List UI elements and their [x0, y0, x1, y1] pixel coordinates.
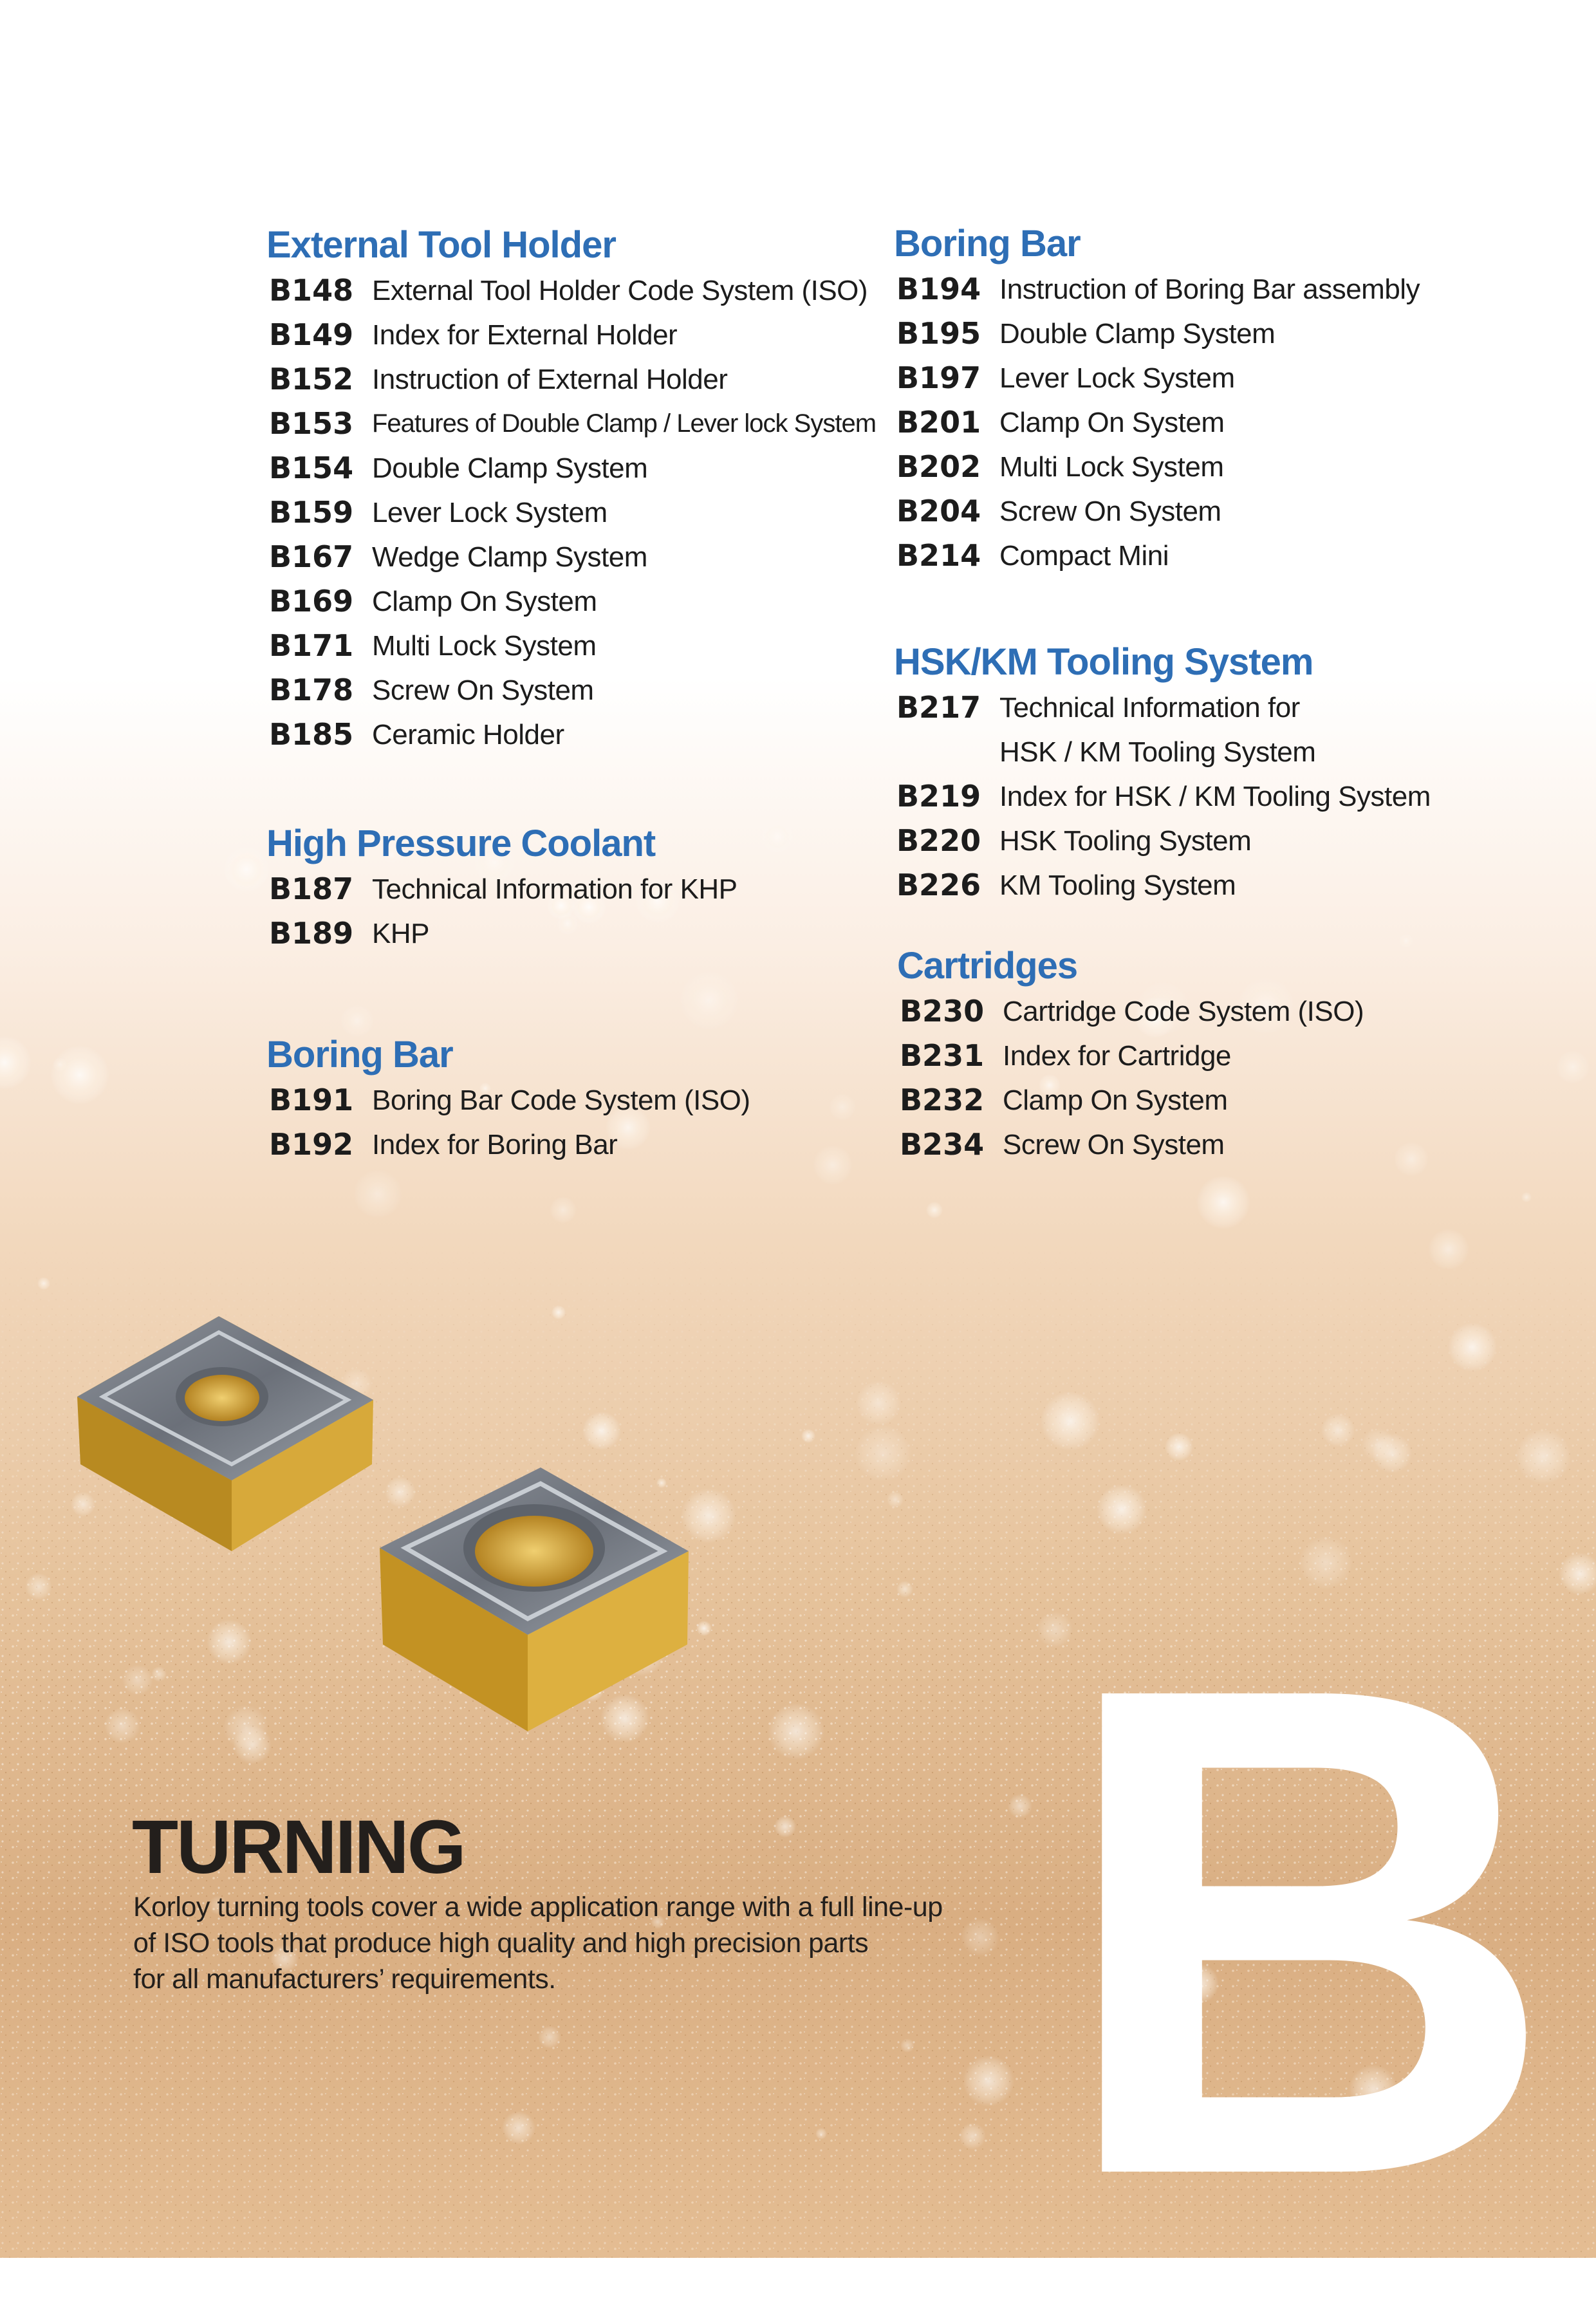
section-title: High Pressure Coolant	[266, 823, 656, 864]
entry-label: Index for Cartridge	[1003, 1040, 1231, 1072]
index-entry	[894, 774, 1473, 819]
page-code: B154	[269, 451, 354, 485]
entry-label: Boring Bar Code System (ISO)	[372, 1085, 750, 1116]
index-entry	[266, 668, 865, 712]
page-code: B148	[269, 273, 354, 308]
section-title: HSK/KM Tooling System	[894, 641, 1313, 683]
page-code: B232	[900, 1083, 985, 1117]
index-entry	[266, 911, 865, 956]
index-entry	[266, 1122, 865, 1167]
page-code: B220	[896, 823, 981, 858]
entry-label: Lever Lock System	[372, 497, 608, 528]
section-title: Boring Bar	[894, 223, 1081, 265]
section-external-tool-holder	[266, 222, 877, 757]
entry-label: Screw On System	[1003, 1129, 1225, 1160]
index-entry	[266, 1078, 865, 1122]
index-entry	[266, 490, 865, 535]
entry-label: Double Clamp System	[372, 452, 648, 484]
entry-label: Lever Lock System	[999, 362, 1235, 394]
entry-label: Multi Lock System	[372, 630, 597, 662]
page-code: B202	[896, 449, 981, 484]
index-entry	[894, 312, 1473, 356]
index-entry	[266, 579, 865, 624]
entry-label: HSK / KM Tooling System	[999, 736, 1316, 768]
entry-label: KM Tooling System	[999, 870, 1236, 901]
index-entry	[266, 712, 865, 757]
index-entry	[894, 267, 1473, 312]
page-code: B234	[900, 1127, 985, 1162]
index-entry	[266, 357, 865, 402]
entry-label: Features of Double Clamp / Lever lock System	[372, 409, 877, 438]
entry-label: Ceramic Holder	[372, 719, 564, 750]
section-cartridges	[897, 943, 1476, 1167]
page-code: B167	[269, 539, 354, 574]
entry-label: Instruction of Boring Bar assembly	[999, 274, 1420, 305]
page-code: B191	[269, 1083, 354, 1117]
page-code: B204	[896, 494, 981, 528]
entry-label: Wedge Clamp System	[372, 541, 647, 573]
entry-label: Clamp On System	[999, 407, 1225, 438]
index-entry	[897, 1034, 1476, 1078]
entry-label: Technical Information for KHP	[372, 873, 738, 905]
insert-right	[380, 1467, 689, 1731]
section-letter: B	[1055, 1542, 1545, 2319]
page-code: B189	[269, 916, 354, 951]
page-code: B153	[269, 406, 354, 441]
page-code: B231	[900, 1038, 985, 1073]
page-code: B187	[269, 871, 354, 906]
description-line: Korloy turning tools cover a wide application range with a full line-up	[133, 1892, 943, 1923]
entry-label: Screw On System	[999, 496, 1221, 527]
description-line: of ISO tools that produce high quality and high precision parts	[133, 1928, 869, 1959]
entry-label: External Tool Holder Code System (ISO)	[372, 275, 868, 306]
index-entry	[894, 534, 1473, 578]
index-entry	[266, 624, 865, 668]
page-code: B226	[896, 868, 981, 902]
page-code: B197	[896, 360, 981, 395]
index-entry	[266, 867, 865, 911]
entry-label: Instruction of External Holder	[372, 364, 728, 395]
entry-label: Compact Mini	[999, 540, 1169, 572]
index-entry	[894, 730, 1473, 774]
index-entry	[897, 1122, 1476, 1167]
entry-label: Index for HSK / KM Tooling System	[999, 781, 1431, 812]
description-line: for all manufacturers’ requirements.	[133, 1964, 556, 1995]
section-high-pressure-coolant	[266, 821, 865, 956]
entry-label: Clamp On System	[1003, 1085, 1228, 1116]
index-entry	[894, 489, 1473, 534]
entry-label: Technical Information for	[999, 692, 1300, 723]
index-entry	[266, 402, 877, 446]
section-hsk-km-tooling	[894, 639, 1473, 908]
section-boring-bar-left	[266, 1032, 865, 1167]
entry-label: Multi Lock System	[999, 451, 1224, 483]
index-entry	[894, 685, 1473, 730]
index-entry	[897, 1078, 1476, 1122]
section-title: Cartridges	[897, 945, 1078, 987]
page-code: B214	[896, 538, 981, 573]
page-code: B192	[269, 1127, 354, 1162]
index-entry	[897, 989, 1476, 1034]
index-entry	[266, 313, 865, 357]
entry-label: HSK Tooling System	[999, 825, 1252, 857]
index-entry	[894, 863, 1473, 908]
turning-description	[133, 1889, 970, 1997]
entry-label: Index for Boring Bar	[372, 1129, 618, 1160]
page-code: B178	[269, 673, 354, 707]
insert-left	[77, 1316, 373, 1551]
entry-label: Index for External Holder	[372, 319, 678, 351]
entry-label: KHP	[372, 918, 429, 949]
index-entry	[266, 535, 865, 579]
section-title: External Tool Holder	[266, 224, 616, 266]
index-entry	[266, 446, 865, 490]
index-entry	[894, 445, 1473, 489]
index-entry	[894, 819, 1473, 863]
page-code: B195	[896, 316, 981, 351]
entry-label: Cartridge Code System (ISO)	[1003, 996, 1364, 1027]
section-boring-bar-right	[894, 221, 1473, 578]
page-code: B159	[269, 495, 354, 530]
index-entry	[894, 356, 1473, 400]
page-code: B219	[896, 779, 981, 814]
page-code: B149	[269, 317, 354, 352]
index-entry	[894, 400, 1473, 445]
entry-label: Double Clamp System	[999, 318, 1276, 349]
section-title: Boring Bar	[266, 1034, 453, 1076]
index-entry	[266, 268, 868, 313]
entry-label: Clamp On System	[372, 586, 597, 617]
page-code: B217	[896, 690, 981, 725]
page-code: B194	[896, 272, 981, 306]
page-code: B169	[269, 584, 354, 619]
turning-title: TURNING	[132, 1805, 465, 1890]
page-code: B152	[269, 362, 354, 396]
page-code: B185	[269, 717, 354, 752]
page-code: B230	[900, 994, 985, 1029]
page-code: B171	[269, 628, 354, 663]
entry-label: Screw On System	[372, 675, 594, 706]
page-code: B201	[896, 405, 981, 440]
